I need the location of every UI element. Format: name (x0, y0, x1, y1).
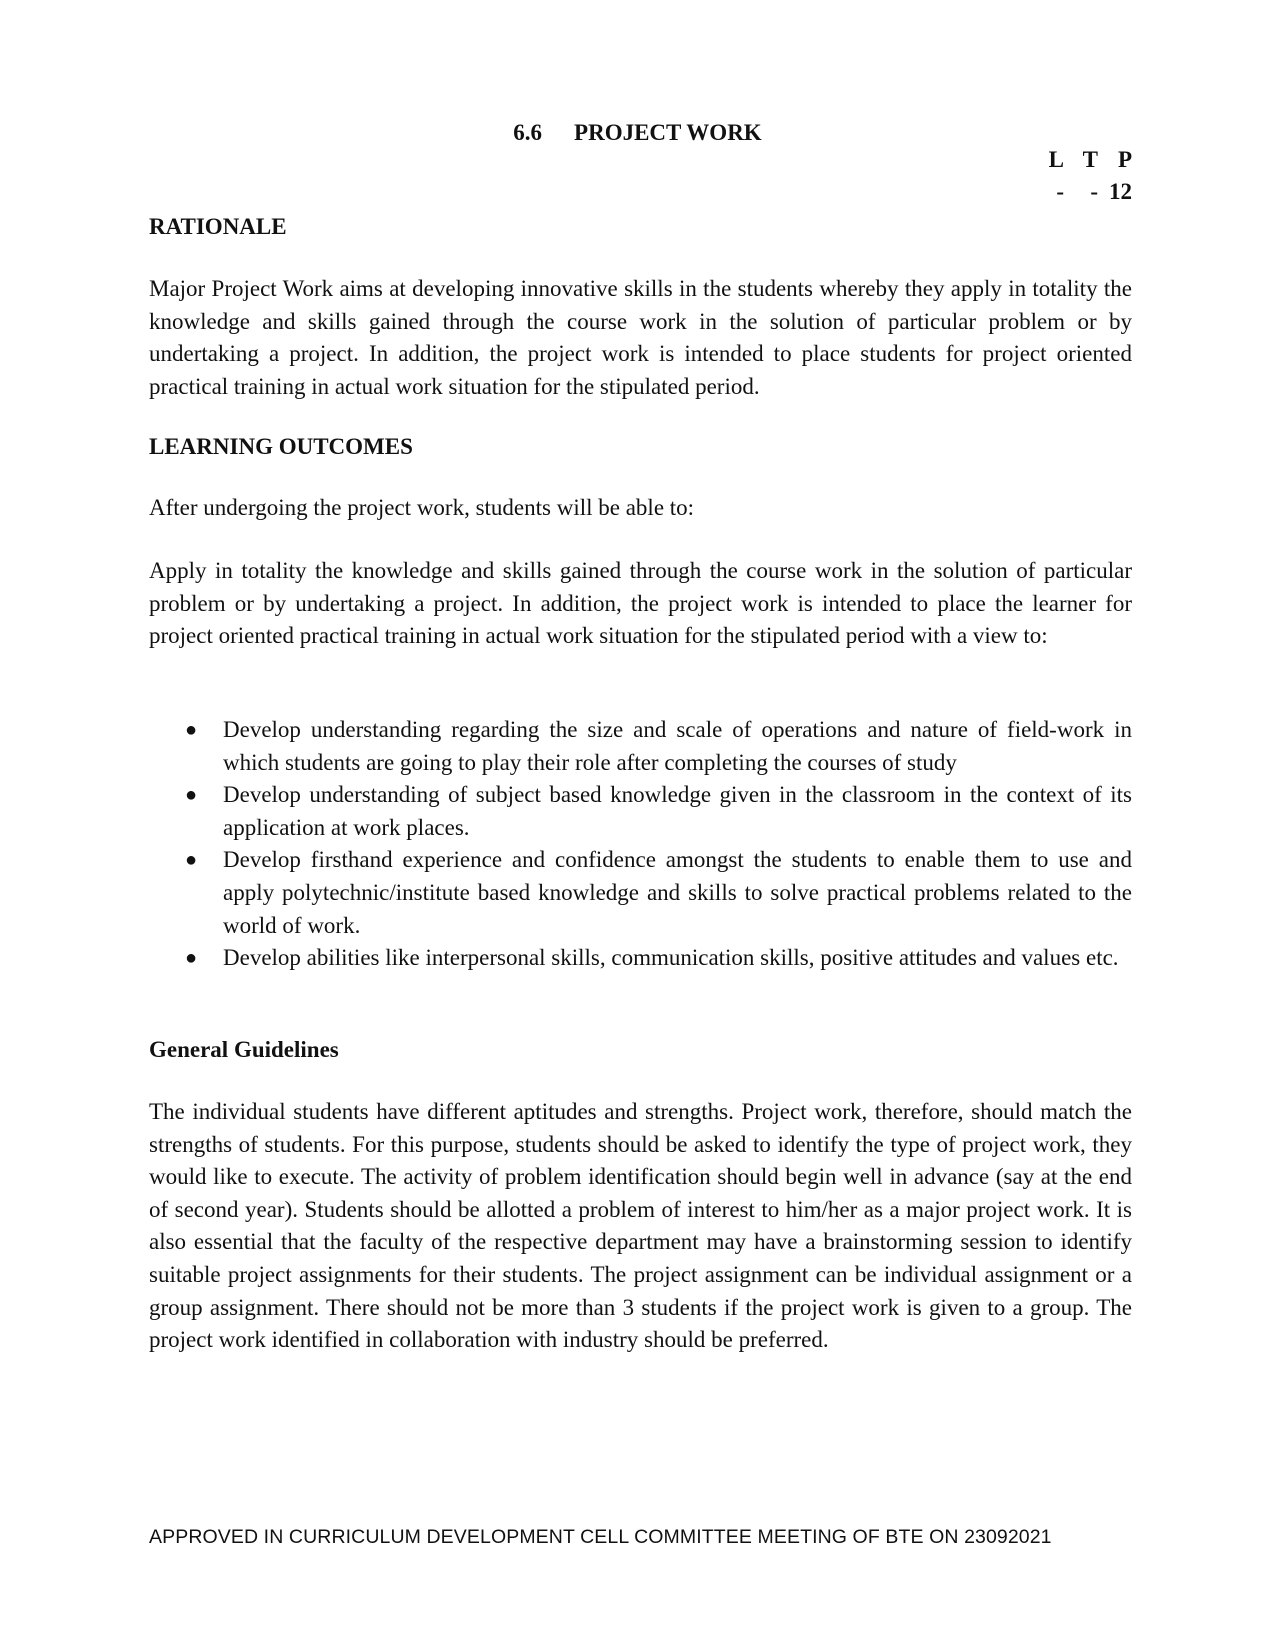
learning-outcomes-paragraph: Apply in totality the knowledge and skills gained through the course work in the solution of particular problem or by undertaking a project. In addition, the project work is intended to place the learner for project oriented practical training in actual work situation for the stipulated period with a view to: (149, 558, 1132, 649)
guidelines-heading: General Guidelines (149, 1037, 339, 1062)
list-item-text: Develop understanding of subject based knowledge given in the classroom in the context of its application at work places. (223, 782, 1132, 840)
ltp-header-l: L (1048, 147, 1064, 172)
page-title (0, 120, 1275, 146)
section-number: 6.6 (513, 120, 543, 145)
guidelines-paragraph: The individual students have different aptitudes and strengths. Project work, therefore, should match the strengths of students. For this purpose, students should be asked to identify the type of project work, they would like to execute. The activity of problem identification should begin well in advance (say at the end of second year). Students should be allotted a problem of interest to him/her as a major project work. It is also essential that the faculty of the respective department may have a brainstorming session to identify suitable project assignments for their students. The project assignment can be individual assignment or a group assignment. There should not be more than 3 students if the project work is given to a group. The project work identified in collaboration with industry should be preferred. (149, 1099, 1132, 1353)
list-item (149, 844, 1132, 942)
ltp-value-t: - (1090, 179, 1098, 204)
ltp-header-t: T (1082, 147, 1098, 172)
section-title: PROJECT WORK (574, 120, 762, 145)
rationale-heading: RATIONALE (149, 214, 287, 239)
ltp-value-row (1030, 176, 1132, 208)
ltp-value-l: - (1056, 179, 1064, 204)
ltp-value-p: 12 (1109, 179, 1132, 204)
learning-outcomes-heading: LEARNING OUTCOMES (149, 434, 413, 459)
list-item (149, 714, 1132, 779)
list-item-text: Develop understanding regarding the size and scale of operations and nature of field-work in which students are going to play their role after completing the courses of study (223, 717, 1132, 775)
bullet-icon: ● (185, 849, 198, 872)
learning-outcomes-list (149, 714, 1132, 975)
ltp-table (1030, 144, 1132, 208)
list-item (149, 942, 1132, 975)
list-item-text: Develop abilities like interpersonal skills, communication skills, positive attitudes and values etc. (223, 945, 1119, 971)
learning-outcomes-intro: After undergoing the project work, students will be able to: (149, 495, 695, 520)
list-item (149, 779, 1132, 844)
bullet-icon: ● (185, 784, 198, 807)
bullet-icon: ● (185, 947, 198, 970)
ltp-header-row (1030, 144, 1132, 176)
rationale-paragraph: Major Project Work aims at developing innovative skills in the students whereby they apply in totality the knowledge and skills gained through the course work in the solution of particular problem or by undertaking a project. In addition, the project work is intended to place students for project oriented practical training in actual work situation for the stipulated period. (149, 276, 1132, 399)
bullet-icon: ● (185, 719, 198, 741)
page-footer: APPROVED IN CURRICULUM DEVELOPMENT CELL COMMITTEE MEETING OF BTE ON 23092021 (149, 1526, 1052, 1548)
ltp-header-p: P (1117, 147, 1132, 172)
list-item-text: Develop firsthand experience and confidence amongst the students to enable them to use and apply polytechnic/institute based knowledge and skills to solve practical problems related to the world of work. (223, 847, 1132, 938)
